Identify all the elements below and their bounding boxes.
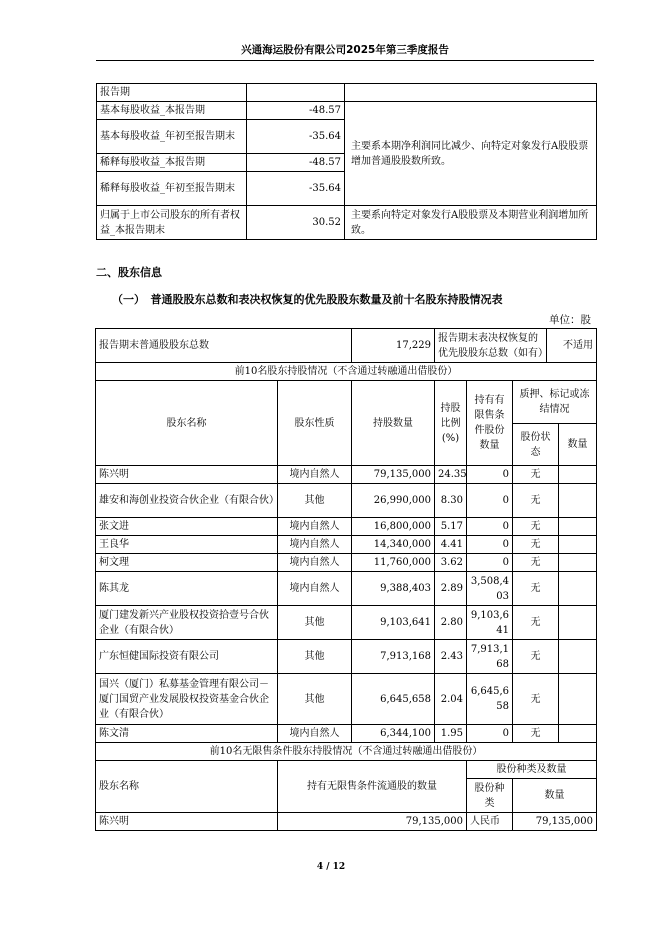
holder-status: 无: [513, 554, 559, 572]
header-divider: [96, 60, 594, 61]
holder-ratio: 8.30: [435, 484, 467, 518]
unres-qty: 79,135,000: [278, 813, 467, 831]
holder-status: 无: [513, 606, 559, 640]
holder-nature: 其他: [278, 484, 352, 518]
col-header-ratio: 持股比例(%): [435, 381, 467, 466]
holder-nature: 境内自然人: [278, 554, 352, 572]
holder-qty: 16,800,000: [352, 518, 435, 536]
holder-nature: 境内自然人: [278, 466, 352, 484]
col-header-qty: 持股数量: [352, 381, 435, 466]
t1-row-label: 报告期: [97, 84, 247, 102]
holder-status: 无: [513, 518, 559, 536]
t1-reason-cell: 主要系本期净利润同比减少、向特定对象发行A股股票增加普通股股数所致。: [345, 102, 597, 206]
t1-row-value: -48.57: [247, 102, 345, 120]
holder-status: 无: [513, 536, 559, 554]
holder-name: 雄安和海创业投资合伙企业（有限合伙）: [96, 484, 278, 518]
unres-header-qty: 持有无限售条件流通股的数量: [278, 761, 467, 813]
holder-count: [559, 725, 597, 743]
holder-qty: 11,760,000: [352, 554, 435, 572]
t1-row-label: 基本每股收益_本报告期: [97, 102, 247, 120]
holder-ratio: 2.80: [435, 606, 467, 640]
holder-restricted: 0: [467, 518, 513, 536]
holder-count: [559, 484, 597, 518]
holder-status: 无: [513, 674, 559, 725]
col-header-nature: 股东性质: [278, 381, 352, 466]
holder-status: 无: [513, 640, 559, 674]
holder-status: 无: [513, 572, 559, 606]
pref-holders-label: 报告期末表决权恢复的优先股股东总数（如有）: [435, 329, 547, 363]
unrestricted-title: 前10名无限售条件股东持股情况（不含通过转融通出借股份）: [96, 743, 597, 761]
col-header-count: 数量: [559, 424, 597, 466]
holder-restricted: 9,103,641: [467, 606, 513, 640]
holder-name: 张文进: [96, 518, 278, 536]
holder-status: 无: [513, 466, 559, 484]
holder-count: [559, 466, 597, 484]
holder-count: [559, 554, 597, 572]
page-header: 兴通海运股份有限公司2025年第三季度报告: [241, 44, 449, 56]
holder-count: [559, 674, 597, 725]
holder-count: [559, 572, 597, 606]
holder-name: 陈其龙: [96, 572, 278, 606]
pref-holders-value: 不适用: [547, 329, 597, 363]
holder-name: 国兴（厦门）私募基金管理有限公司－厦门国贸产业发展股权投资基金合伙企业（有限合伙）: [96, 674, 278, 725]
unres-count: 79,135,000: [513, 813, 597, 831]
holder-qty: 6,645,658: [352, 674, 435, 725]
unres-header-type: 股份种类: [467, 779, 513, 813]
holder-restricted: 3,508,403: [467, 572, 513, 606]
t1-empty-cell: [345, 84, 597, 102]
holder-count: [559, 518, 597, 536]
unres-name: 陈兴明: [96, 813, 278, 831]
holder-restricted: 0: [467, 484, 513, 518]
holder-restricted: 0: [467, 466, 513, 484]
holder-status: 无: [513, 725, 559, 743]
unit-label: 单位：股: [549, 314, 591, 326]
section-subtitle: （一） 普通股股东总数和表决权恢复的优先股股东数量及前十名股东持股情况表: [112, 293, 503, 306]
holder-nature: 境内自然人: [278, 725, 352, 743]
unres-header-count: 数量: [513, 779, 597, 813]
eps-change-table: [96, 83, 597, 240]
col-header-restricted: 持有有限售条件股份数量: [467, 381, 513, 466]
holder-name: 柯文理: [96, 554, 278, 572]
holder-qty: 26,990,000: [352, 484, 435, 518]
holder-restricted: 0: [467, 536, 513, 554]
holder-nature: 境内自然人: [278, 536, 352, 554]
unres-header-name: 股东名称: [96, 761, 278, 813]
total-holders-label: 报告期末普通股股东总数: [96, 329, 352, 363]
unres-header-type-group: 股份种类及数量: [467, 761, 597, 779]
t1-row-label: 归属于上市公司股东的所有者权益_本报告期末: [97, 206, 247, 240]
col-header-status: 股份状态: [513, 424, 559, 466]
total-holders-value: 17,229: [352, 329, 435, 363]
holder-qty: 14,340,000: [352, 536, 435, 554]
t1-row-label: 稀释每股收益_年初至报告期末: [97, 172, 247, 206]
t1-row-value: -35.64: [247, 172, 345, 206]
section-title: 二、股东信息: [96, 266, 162, 279]
col-header-name: 股东名称: [96, 381, 278, 466]
t1-row-label: 稀释每股收益_本报告期: [97, 154, 247, 172]
holder-ratio: 24.35: [435, 466, 467, 484]
holder-qty: 9,388,403: [352, 572, 435, 606]
holder-nature: 其他: [278, 640, 352, 674]
t1-row-value: -35.64: [247, 120, 345, 154]
col-header-pledge: 质押、标记或冻结情况: [513, 381, 597, 424]
holder-qty: 9,103,641: [352, 606, 435, 640]
holder-name: 广东恒健国际投资有限公司: [96, 640, 278, 674]
holder-name: 陈兴明: [96, 466, 278, 484]
holder-ratio: 5.17: [435, 518, 467, 536]
top10-title: 前10名股东持股情况（不含通过转融通出借股份）: [96, 363, 597, 381]
t1-row-value: 30.52: [247, 206, 345, 240]
holder-restricted: 6,645,658: [467, 674, 513, 725]
holder-restricted: 0: [467, 554, 513, 572]
t1-row-value: -48.57: [247, 154, 345, 172]
holder-qty: 6,344,100: [352, 725, 435, 743]
holder-nature: 境内自然人: [278, 572, 352, 606]
holder-nature: 境内自然人: [278, 518, 352, 536]
holder-qty: 7,913,168: [352, 640, 435, 674]
holder-ratio: 2.04: [435, 674, 467, 725]
holder-count: [559, 536, 597, 554]
holder-nature: 其他: [278, 606, 352, 640]
holder-count: [559, 640, 597, 674]
holder-ratio: 1.95: [435, 725, 467, 743]
holder-name: 厦门建发新兴产业股权投资拾壹号合伙企业（有限合伙）: [96, 606, 278, 640]
holder-restricted: 7,913,168: [467, 640, 513, 674]
t1-reason-cell: 主要系向特定对象发行A股股票及本期营业利润增加所致。: [345, 206, 597, 240]
unres-type: 人民币: [467, 813, 513, 831]
page-number: 4 / 12: [316, 862, 346, 872]
holder-count: [559, 606, 597, 640]
holder-status: 无: [513, 484, 559, 518]
holder-qty: 79,135,000: [352, 466, 435, 484]
holder-name: 陈文清: [96, 725, 278, 743]
holder-nature: 其他: [278, 674, 352, 725]
holder-restricted: 0: [467, 725, 513, 743]
holder-ratio: 2.89: [435, 572, 467, 606]
holder-ratio: 2.43: [435, 640, 467, 674]
t1-row-label: 基本每股收益_年初至报告期末: [97, 120, 247, 154]
shareholder-table: [95, 328, 597, 831]
holder-name: 王良华: [96, 536, 278, 554]
holder-ratio: 4.41: [435, 536, 467, 554]
holder-ratio: 3.62: [435, 554, 467, 572]
t1-row-value: [247, 84, 345, 102]
